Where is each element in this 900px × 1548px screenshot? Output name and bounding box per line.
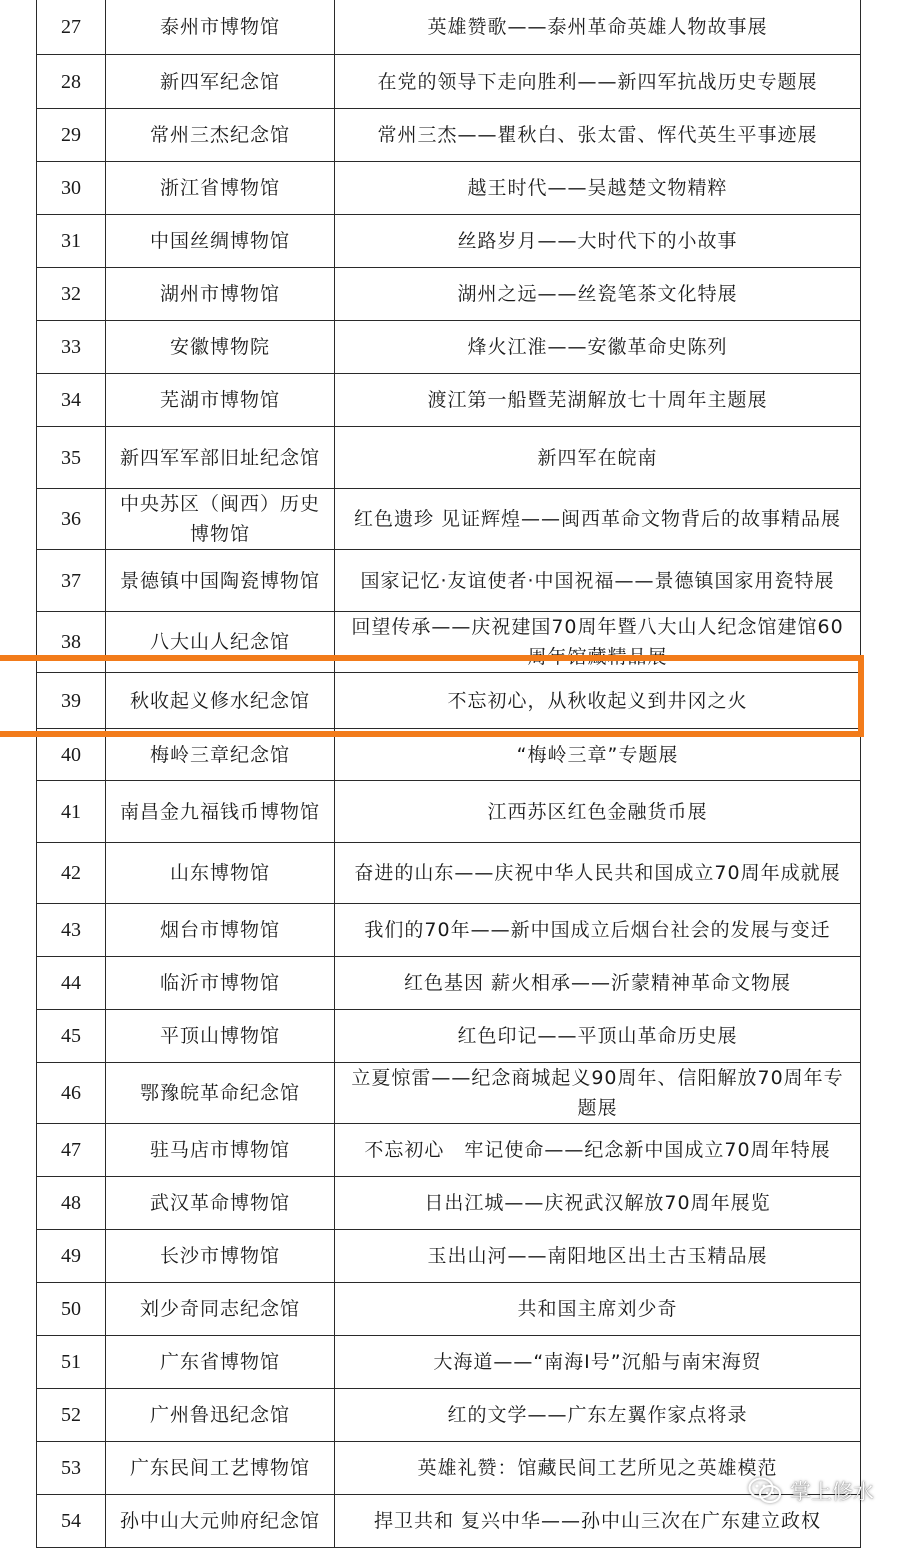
exhibition-title: 回望传承——庆祝建国70周年暨八大山人纪念馆建馆60周年馆藏精品展	[335, 612, 861, 673]
venue-name: 新四军纪念馆	[106, 55, 335, 109]
exhibition-title: 共和国主席刘少奇	[335, 1283, 861, 1336]
venue-name: 景德镇中国陶瓷博物馆	[106, 550, 335, 612]
exhibition-title: 丝路岁月——大时代下的小故事	[335, 215, 861, 268]
row-number: 46	[37, 1063, 106, 1124]
exhibition-title: 我们的70年——新中国成立后烟台社会的发展与变迁	[335, 904, 861, 957]
exhibition-title: 红色遗珍 见证辉煌——闽西革命文物背后的故事精品展	[335, 489, 861, 550]
table-row	[37, 162, 861, 215]
exhibition-title: 立夏惊雷——纪念商城起义90周年、信阳解放70周年专题展	[335, 1063, 861, 1124]
table-row	[37, 550, 861, 612]
venue-name: 广州鲁迅纪念馆	[106, 1389, 335, 1442]
row-number: 52	[37, 1389, 106, 1442]
row-number: 32	[37, 268, 106, 321]
venue-name: 广东省博物馆	[106, 1336, 335, 1389]
table-row	[37, 612, 861, 673]
venue-name: 泰州市博物馆	[106, 0, 335, 55]
exhibition-title: “梅岭三章”专题展	[335, 729, 861, 781]
exhibition-title: 不忘初心 牢记使命——纪念新中国成立70周年特展	[335, 1124, 861, 1177]
row-number: 41	[37, 781, 106, 843]
table-row	[37, 215, 861, 268]
venue-name: 长沙市博物馆	[106, 1230, 335, 1283]
exhibition-title: 江西苏区红色金融货币展	[335, 781, 861, 843]
row-number: 43	[37, 904, 106, 957]
exhibition-title: 烽火江淮——安徽革命史陈列	[335, 321, 861, 374]
venue-name: 芜湖市博物馆	[106, 374, 335, 427]
row-number: 36	[37, 489, 106, 550]
venue-name: 驻马店市博物馆	[106, 1124, 335, 1177]
row-number: 31	[37, 215, 106, 268]
venue-name: 八大山人纪念馆	[106, 612, 335, 673]
venue-name: 刘少奇同志纪念馆	[106, 1283, 335, 1336]
exhibition-title: 玉出山河——南阳地区出土古玉精品展	[335, 1230, 861, 1283]
table-row	[37, 321, 861, 374]
venue-name: 梅岭三章纪念馆	[106, 729, 335, 781]
row-number: 45	[37, 1010, 106, 1063]
table-row	[37, 1283, 861, 1336]
watermark-text: 掌上修水	[790, 1480, 874, 1504]
exhibition-title: 奋进的山东——庆祝中华人民共和国成立70周年成就展	[335, 843, 861, 904]
table-row	[37, 1063, 861, 1124]
table-row	[37, 1336, 861, 1389]
venue-name: 浙江省博物馆	[106, 162, 335, 215]
table-row	[37, 1230, 861, 1283]
table-row	[37, 268, 861, 321]
venue-name: 孙中山大元帅府纪念馆	[106, 1495, 335, 1548]
exhibition-title: 日出江城——庆祝武汉解放70周年展览	[335, 1177, 861, 1230]
exhibition-title: 捍卫共和 复兴中华——孙中山三次在广东建立政权	[335, 1495, 861, 1548]
exhibition-table	[36, 0, 861, 1548]
table-row	[37, 1495, 861, 1548]
row-number: 30	[37, 162, 106, 215]
venue-name: 常州三杰纪念馆	[106, 109, 335, 162]
venue-name: 南昌金九福钱币博物馆	[106, 781, 335, 843]
venue-name: 临沂市博物馆	[106, 957, 335, 1010]
row-number: 35	[37, 427, 106, 489]
table-row	[37, 0, 861, 55]
exhibition-title: 不忘初心，从秋收起义到井冈之火	[335, 673, 861, 729]
row-number: 47	[37, 1124, 106, 1177]
venue-name: 平顶山博物馆	[106, 1010, 335, 1063]
table-row	[37, 729, 861, 781]
row-number: 37	[37, 550, 106, 612]
row-number: 40	[37, 729, 106, 781]
row-number: 27	[37, 0, 106, 55]
venue-name: 广东民间工艺博物馆	[106, 1442, 335, 1495]
exhibition-title: 国家记忆·友谊使者·中国祝福——景德镇国家用瓷特展	[335, 550, 861, 612]
exhibition-title: 湖州之远——丝瓷笔茶文化特展	[335, 268, 861, 321]
table-body	[37, 0, 861, 1548]
table-row	[37, 957, 861, 1010]
table-row	[37, 1177, 861, 1230]
exhibition-title: 在党的领导下走向胜利——新四军抗战历史专题展	[335, 55, 861, 109]
row-number: 54	[37, 1495, 106, 1548]
table-row	[37, 673, 861, 729]
venue-name: 鄂豫皖革命纪念馆	[106, 1063, 335, 1124]
table-row	[37, 374, 861, 427]
venue-name: 武汉革命博物馆	[106, 1177, 335, 1230]
exhibition-title: 大海道——“南海Ⅰ号”沉船与南宋海贸	[335, 1336, 861, 1389]
row-number: 29	[37, 109, 106, 162]
table-row	[37, 781, 861, 843]
exhibition-title: 红色基因 薪火相承——沂蒙精神革命文物展	[335, 957, 861, 1010]
row-number: 34	[37, 374, 106, 427]
exhibition-title: 新四军在皖南	[335, 427, 861, 489]
exhibition-title: 常州三杰——瞿秋白、张太雷、恽代英生平事迹展	[335, 109, 861, 162]
exhibition-title: 英雄礼赞：馆藏民间工艺所见之英雄模范	[335, 1442, 861, 1495]
table-row	[37, 55, 861, 109]
row-number: 33	[37, 321, 106, 374]
venue-name: 安徽博物院	[106, 321, 335, 374]
row-number: 53	[37, 1442, 106, 1495]
table-row	[37, 489, 861, 550]
row-number: 38	[37, 612, 106, 673]
exhibition-title: 渡江第一船暨芜湖解放七十周年主题展	[335, 374, 861, 427]
table-row	[37, 1389, 861, 1442]
row-number: 42	[37, 843, 106, 904]
table-row	[37, 843, 861, 904]
row-number: 48	[37, 1177, 106, 1230]
venue-name: 秋收起义修水纪念馆	[106, 673, 335, 729]
table-row	[37, 109, 861, 162]
venue-name: 山东博物馆	[106, 843, 335, 904]
exhibition-title: 红色印记——平顶山革命历史展	[335, 1010, 861, 1063]
exhibition-title: 英雄赞歌——泰州革命英雄人物故事展	[335, 0, 861, 55]
row-number: 50	[37, 1283, 106, 1336]
table-row	[37, 427, 861, 489]
exhibition-title: 越王时代——吴越楚文物精粹	[335, 162, 861, 215]
table-row	[37, 1442, 861, 1495]
venue-name: 烟台市博物馆	[106, 904, 335, 957]
row-number: 28	[37, 55, 106, 109]
table-row	[37, 1124, 861, 1177]
row-number: 44	[37, 957, 106, 1010]
table-row	[37, 904, 861, 957]
venue-name: 中央苏区（闽西）历史博物馆	[106, 489, 335, 550]
table-row	[37, 1010, 861, 1063]
row-number: 51	[37, 1336, 106, 1389]
venue-name: 新四军军部旧址纪念馆	[106, 427, 335, 489]
venue-name: 湖州市博物馆	[106, 268, 335, 321]
exhibition-title: 红的文学——广东左翼作家点将录	[335, 1389, 861, 1442]
row-number: 39	[37, 673, 106, 729]
venue-name: 中国丝绸博物馆	[106, 215, 335, 268]
row-number: 49	[37, 1230, 106, 1283]
